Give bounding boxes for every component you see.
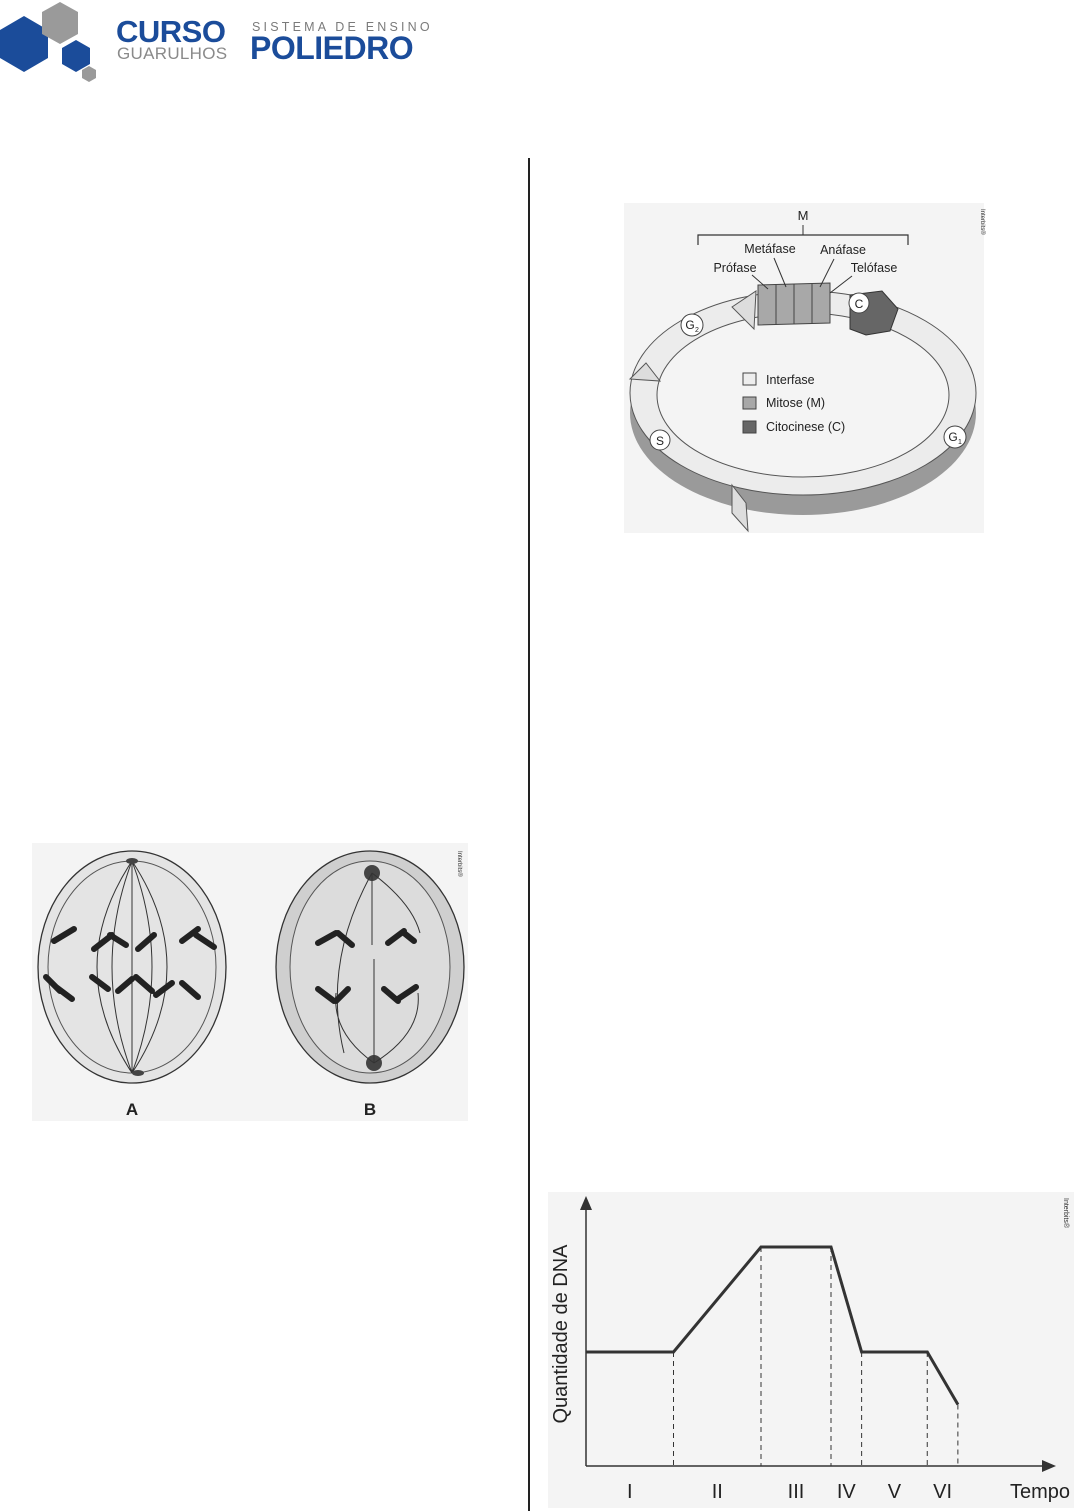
label-metafase: Metáfase bbox=[744, 242, 796, 256]
x-tick-label: VI bbox=[933, 1481, 953, 1503]
dna-series-line bbox=[586, 1247, 958, 1405]
logo-curso-text: CURSO bbox=[116, 14, 226, 49]
logo-sistema-text: SISTEMA DE ENSINO bbox=[252, 20, 433, 34]
label-m: M bbox=[797, 208, 809, 223]
logo-hexagon-blue-small bbox=[62, 40, 90, 72]
cell-a bbox=[38, 851, 226, 1083]
legend-mitose: Mitose (M) bbox=[766, 396, 826, 410]
cell-cycle-figure bbox=[624, 203, 984, 533]
x-tick-label: II bbox=[711, 1481, 723, 1503]
y-axis-arrow bbox=[580, 1196, 592, 1210]
label-c: C bbox=[854, 297, 864, 311]
label-g1-sub: 1 bbox=[958, 439, 962, 446]
logo-hexagon-gray-small bbox=[82, 66, 96, 82]
x-tick-label: V bbox=[887, 1481, 902, 1503]
label-g1: G bbox=[948, 430, 958, 444]
logo-hexagon-large bbox=[0, 16, 48, 72]
legend-swatch-interfase bbox=[743, 373, 756, 385]
x-tick-label: III bbox=[787, 1481, 805, 1503]
label-cell-b: B bbox=[363, 1100, 377, 1119]
legend-swatch-mitose bbox=[743, 397, 756, 409]
m-bracket bbox=[698, 235, 908, 245]
credit-interbits: Interbits® bbox=[456, 851, 462, 877]
y-axis-label: Quantidade de DNA bbox=[550, 1244, 572, 1424]
x-axis-arrow bbox=[1042, 1460, 1056, 1472]
legend-swatch-citocinese bbox=[743, 421, 756, 433]
credit-interbits: Interbits® bbox=[1062, 1198, 1069, 1229]
label-g2: G bbox=[685, 318, 695, 332]
label-telofase: Telófase bbox=[850, 261, 898, 275]
cell-b bbox=[276, 851, 464, 1083]
label-s: S bbox=[655, 434, 665, 448]
legend-interfase: Interfase bbox=[766, 373, 815, 387]
column-divider bbox=[528, 158, 530, 1511]
label-anafase: Anáfase bbox=[820, 243, 866, 257]
legend-citocinese: Citocinese (C) bbox=[766, 420, 846, 434]
x-tick-label: I bbox=[626, 1481, 633, 1503]
cells-figure bbox=[32, 843, 468, 1121]
x-tick-label: IV bbox=[836, 1481, 856, 1503]
dna-chart bbox=[548, 1192, 1074, 1508]
x-axis-label: Tempo bbox=[1009, 1481, 1071, 1503]
label-cell-a: A bbox=[125, 1100, 139, 1119]
logo-guarulhos-text: GUARULHOS bbox=[117, 44, 228, 63]
logo-poliedro-text: POLIEDRO bbox=[250, 30, 414, 66]
credit-interbits: Interbits® bbox=[979, 209, 985, 235]
leader-metafase bbox=[774, 258, 786, 287]
label-profase: Prófase bbox=[713, 261, 757, 275]
leader-telofase bbox=[830, 276, 852, 293]
ring-inner bbox=[657, 313, 949, 477]
label-g2-sub: 2 bbox=[695, 327, 699, 334]
